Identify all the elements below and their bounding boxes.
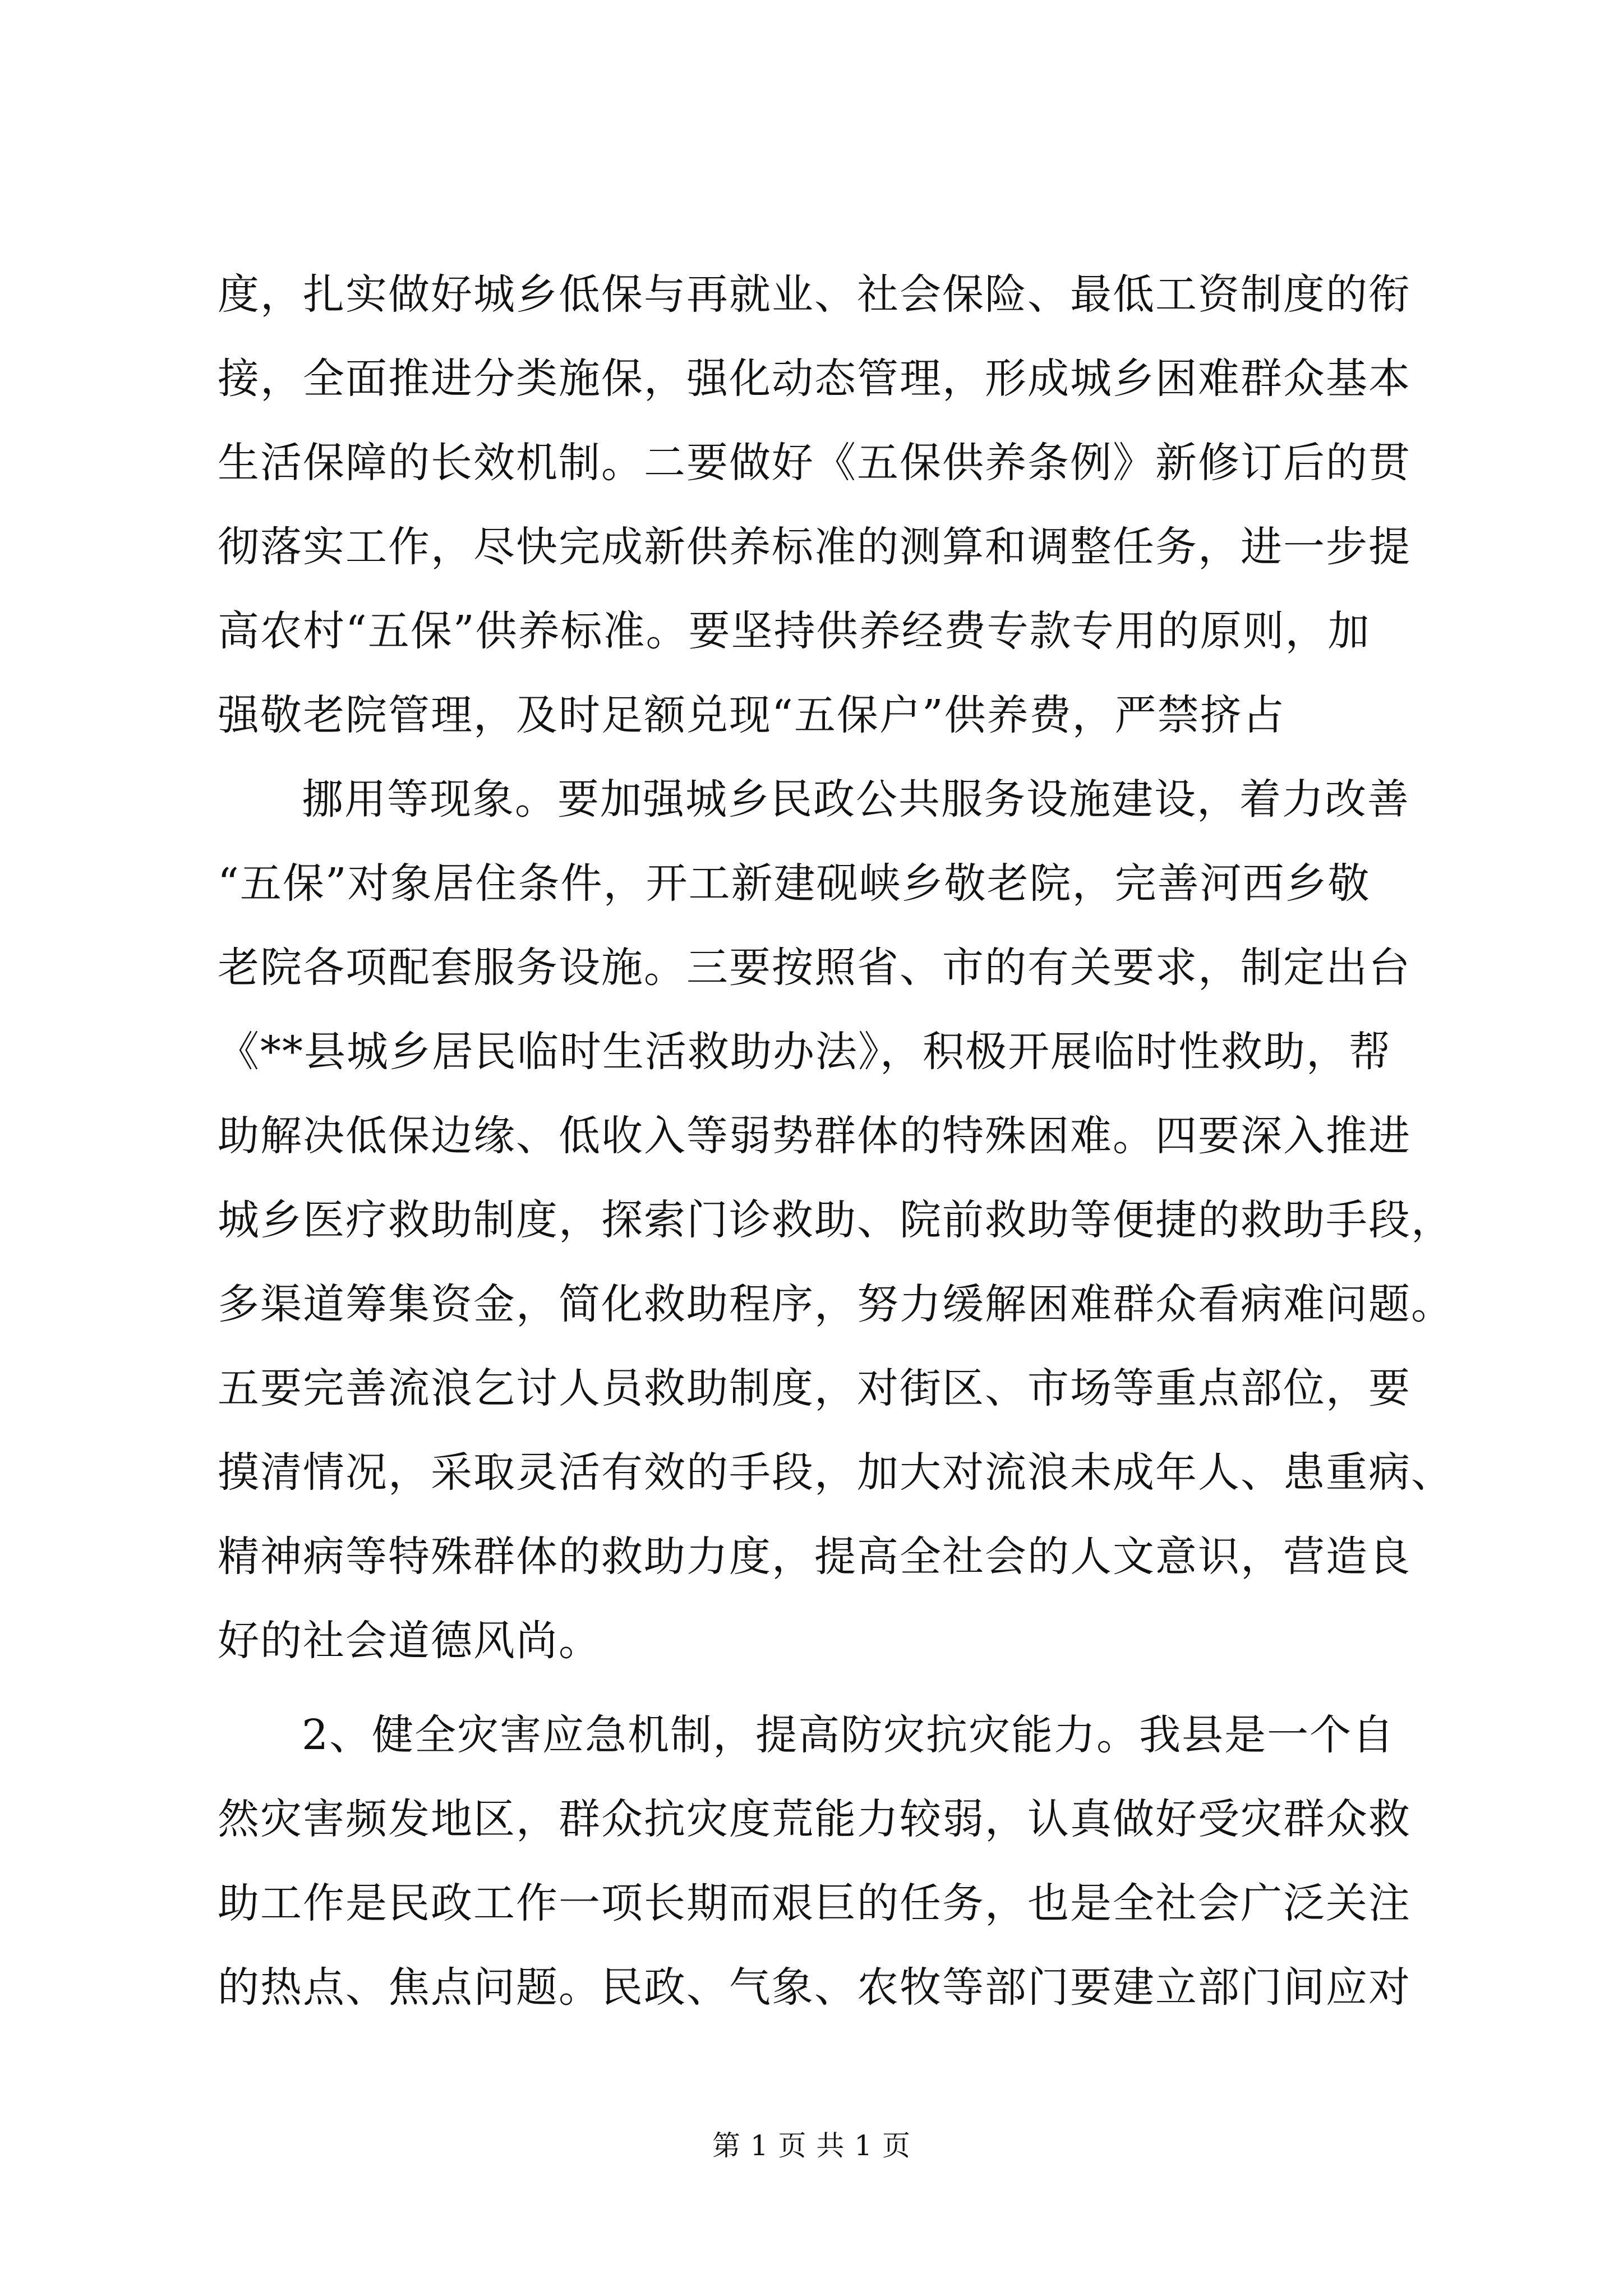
page-number-footer: 第 1 页 共 1 页 (712, 2129, 911, 2162)
text-line: 度，扎实做好城乡低保与再就业、社会保险、最低工资制度的衔 (218, 270, 1411, 319)
text-line: 助解决低保边缘、低收入等弱势群体的特殊困难。四要深入推进 (218, 1112, 1411, 1160)
text-line: 五要完善流浪乞讨人员救助制度，对街区、市场等重点部位，要 (218, 1364, 1411, 1412)
text-line: 彻落实工作，尽快完成新供养标准的测算和调整任务，进一步提 (218, 523, 1411, 571)
paragraph-start-line: 2、健全灾害应急机制，提高防灾抗灾能力。我县是一个自 (302, 1711, 1395, 1759)
text-line: 好的社会道德风尚。 (218, 1617, 601, 1665)
text-line: 高农村“五保”供养标准。要坚持供养经费专款专用的原则，加 (218, 607, 1371, 655)
text-line: 老院各项配套服务设施。三要按照省、市的有关要求，制定出台 (218, 944, 1411, 992)
text-line: 助工作是民政工作一项长期而艰巨的任务，也是全社会广泛关注 (218, 1879, 1411, 1927)
text-line: 然灾害频发地区，群众抗灾度荒能力较弱，认真做好受灾群众救 (218, 1795, 1411, 1843)
text-line: 强敬老院管理，及时足额兑现“五保户”供养费，严禁挤占 (218, 691, 1285, 739)
text-line: 《**县城乡居民临时生活救助办法》，积极开展临时性救助，帮 (218, 1028, 1391, 1076)
paragraph-start-line: 挪用等现象。要加强城乡民政公共服务设施建设，着力改善 (302, 775, 1410, 823)
text-line: 的热点、焦点问题。民政、气象、农牧等部门要建立部门间应对 (218, 1963, 1411, 2012)
text-line: 接，全面推进分类施保，强化动态管理，形成城乡困难群众基本 (218, 355, 1411, 403)
text-line: 城乡医疗救助制度，探索门诊救助、院前救助等便捷的救助手段， (218, 1196, 1454, 1244)
text-line: 摸清情况，采取灵活有效的手段，加大对流浪未成年人、患重病、 (218, 1448, 1454, 1497)
text-line: 多渠道筹集资金，简化救助程序，努力缓解困难群众看病难问题。 (218, 1280, 1454, 1328)
text-line: “五保”对象居住条件，开工新建砚峡乡敬老院，完善河西乡敬 (218, 859, 1371, 908)
document-body (218, 252, 1454, 2030)
text-line: 生活保障的长效机制。二要做好《五保供养条例》新修订后的贯 (218, 439, 1411, 487)
text-line: 精神病等特殊群体的救助力度，提高全社会的人文意识，营造良 (218, 1533, 1411, 1581)
